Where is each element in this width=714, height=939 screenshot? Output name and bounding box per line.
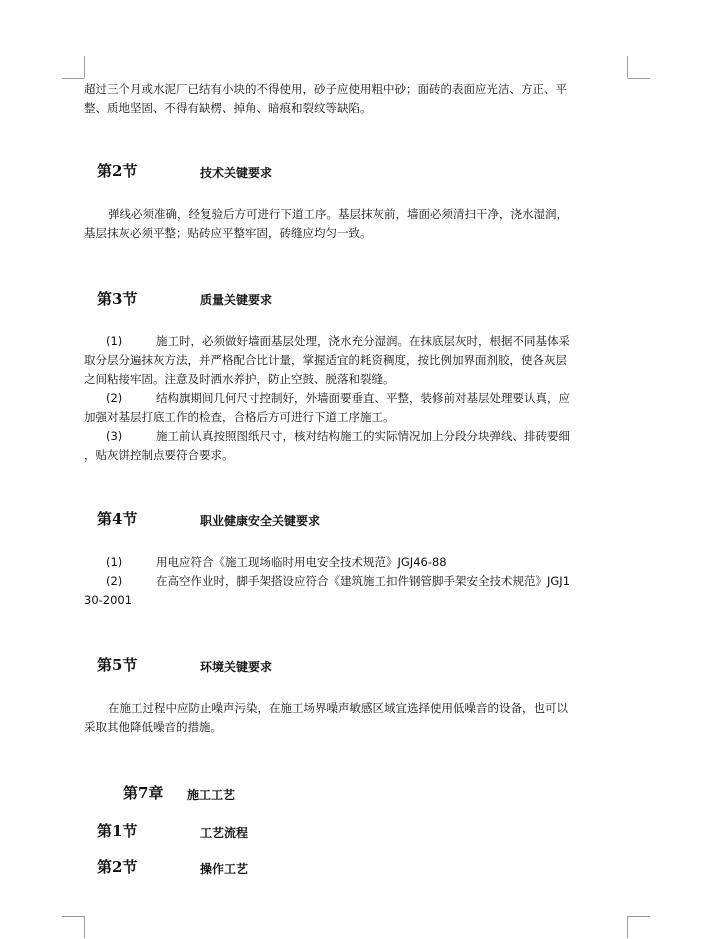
section-title: 工艺流程	[200, 826, 249, 840]
crop-mark-top-right	[627, 56, 628, 78]
crop-mark-bottom-left	[62, 916, 84, 917]
list-number: (2)	[106, 391, 123, 405]
text-line: 在高空作业时，脚手架搭设应符合《建筑施工扣件钢管脚手架安全技术规范》JGJ1	[156, 574, 571, 588]
text-line: 用电应符合《施工现场临时用电安全技术规范》JGJ46-88	[156, 555, 447, 569]
list-number: (1)	[106, 334, 123, 348]
text-line: 在施工过程中应防止噪声污染，在施工场界噪声敏感区域宜选择使用低噪音的设备，也可以	[108, 701, 568, 715]
section-label: 第2节	[97, 858, 138, 876]
crop-mark-bottom-right	[628, 916, 650, 917]
section-label: 第5节	[97, 656, 138, 674]
list-item	[84, 332, 614, 351]
text-line: 超过三个月或水泥厂已结有小块的不得使用，砂子应使用粗中砂；面砖的表面应光洁、方正、平	[84, 82, 567, 96]
text-line: 取分层分遍抹灰方法，并严格配合比计量，掌握适宜的耗资稠度，按比例加界面剂胶，使各灰层	[84, 353, 567, 367]
crop-mark-bottom-right	[627, 916, 628, 938]
text-line: 施工前认真按照图纸尺寸，核对结构施工的实际情况加上分段分块弹线、排砖要细	[156, 429, 570, 443]
crop-mark-top-left	[84, 56, 85, 78]
section-paragraph	[84, 205, 614, 243]
list-number: (2)	[106, 574, 123, 588]
text-line: 30-2001	[84, 593, 133, 607]
list-item	[84, 553, 614, 572]
list-number: (1)	[106, 555, 123, 569]
text-line: 加强对基层打底工作的检查，合格后方可进行下道工序施工。	[84, 410, 395, 424]
text-line: 弹线必须准确，经复验后方可进行下道工序。基层抹灰前，墙面必须清扫干净，浇水湿润，	[108, 207, 568, 221]
text-line: 施工时，必须做好墙面基层处理，浇水充分湿润。在抹底层灰时，根据不同基体采	[156, 334, 570, 348]
crop-mark-top-left	[62, 78, 84, 79]
chapter-label: 第7章	[123, 784, 164, 802]
section-title: 环境关键要求	[200, 660, 273, 674]
section-label: 第2节	[97, 162, 138, 180]
section-title: 质量关键要求	[200, 293, 273, 307]
list-item	[84, 427, 614, 446]
text-line: 基层抹灰必须平整；贴砖应平整牢固，砖缝应均匀一致。	[84, 226, 372, 240]
text-line: 结构旗期间几何尺寸控制好，外墙面要垂直、平整，装修前对基层处理要认真，应	[156, 391, 570, 405]
chapter-title: 施工工艺	[187, 788, 236, 802]
section-paragraph	[84, 699, 614, 737]
crop-mark-top-right	[628, 78, 650, 79]
crop-mark-bottom-left	[84, 916, 85, 938]
text-line: 整、质地坚固、不得有缺楞、掉角、暗痕和裂纹等缺陷。	[84, 101, 372, 115]
list-number: (3)	[106, 429, 123, 443]
numbered-list	[84, 332, 614, 465]
section-title: 操作工艺	[200, 862, 249, 876]
text-line: ，贴灰饼控制点要符合要求。	[84, 448, 234, 462]
text-line: 之间粘接牢固。注意及时洒水养护，防止空鼓、脱落和裂缝。	[84, 372, 395, 386]
numbered-list	[84, 553, 614, 610]
section-label: 第4节	[97, 510, 138, 528]
section-title: 技术关键要求	[200, 166, 273, 180]
text-line: 采取其他降低噪音的措施。	[84, 720, 222, 734]
list-item	[84, 389, 614, 408]
intro-paragraph	[84, 80, 614, 118]
section-title: 职业健康安全关键要求	[200, 514, 321, 528]
section-label: 第1节	[97, 822, 138, 840]
section-label: 第3节	[97, 290, 138, 308]
list-item	[84, 572, 614, 591]
